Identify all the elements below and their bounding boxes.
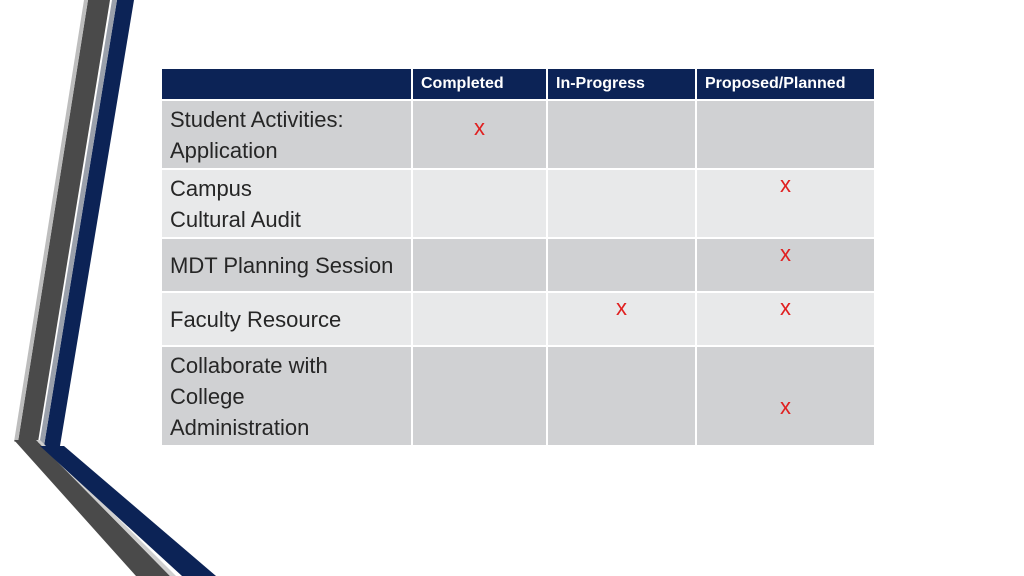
in-progress-mark [547,100,696,169]
in-progress-mark: x [547,292,696,346]
row-label: Student Activities: Application [161,100,412,169]
proposed-mark: x [696,292,875,346]
in-progress-mark [547,346,696,446]
table-row [161,100,875,169]
table-row [161,292,875,346]
in-progress-mark [547,169,696,238]
row-label: Collaborate with College Administration [161,346,412,446]
table-row [161,169,875,238]
completed-mark [412,169,547,238]
status-table [160,67,876,447]
completed-mark [412,238,547,292]
completed-mark: x [412,100,547,169]
row-label: Faculty Resource [161,292,412,346]
header-in-progress: In-Progress [547,68,696,100]
header-blank [161,68,412,100]
table-row [161,238,875,292]
row-label: Campus Cultural Audit [161,169,412,238]
header-completed: Completed [412,68,547,100]
gray-diagonal [14,440,170,576]
table-row [161,346,875,446]
proposed-mark: x [696,169,875,238]
proposed-mark [696,100,875,169]
completed-mark [412,346,547,446]
in-progress-mark [547,238,696,292]
completed-mark [412,292,547,346]
proposed-mark: x [696,238,875,292]
header-row [161,68,875,100]
row-label: MDT Planning Session [161,238,412,292]
proposed-mark: x [696,346,875,446]
header-proposed-planned: Proposed/Planned [696,68,875,100]
